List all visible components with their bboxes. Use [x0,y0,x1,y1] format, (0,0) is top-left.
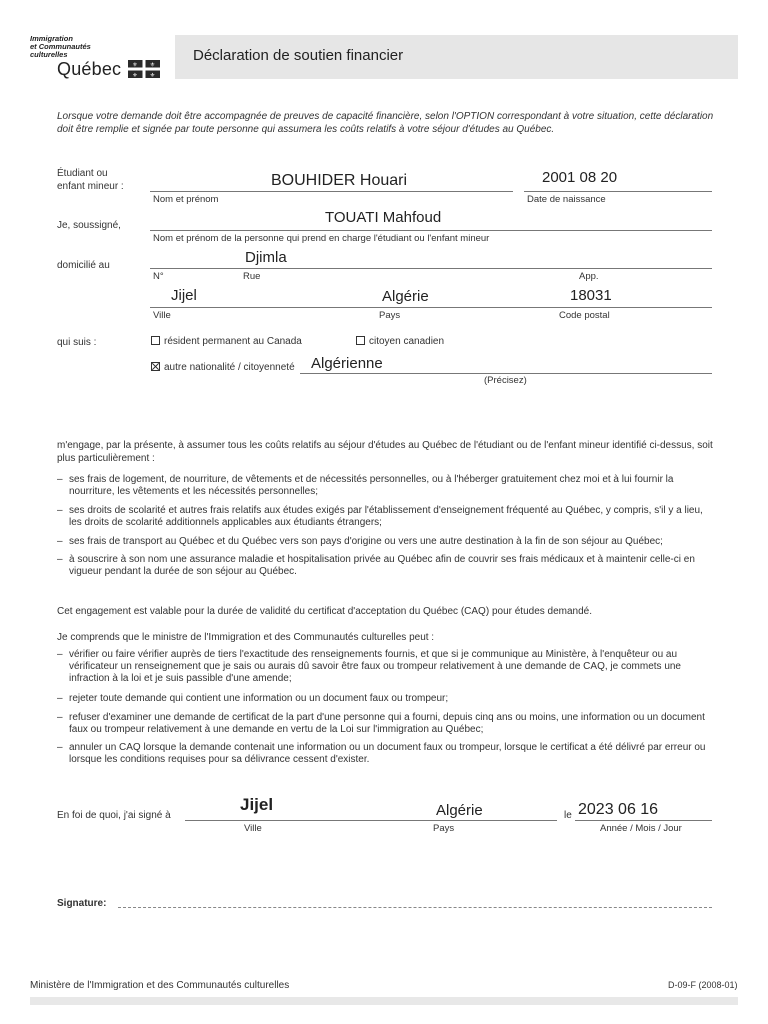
engagement-item [57,474,717,498]
form-title: Déclaration de soutien financier [193,47,404,64]
signature-line[interactable] [118,907,712,908]
engagement-item [57,505,717,529]
validity-text: Cet engagement est valable pour la durée de validité du certificat d'acceptation du Québec (CAQ) pour études demandé. [57,606,593,617]
engagement-intro: m'engage, par la présente, à assumer tous les coûts relatifs au séjour d'études au Québec de l'étudiant ou de l'enfant mineur identifié ci-dessus, soit plus particulièrement : [57,440,713,464]
signed-at-label: En foi de quoi, j'ai signé à [57,810,171,821]
student-dob-caption: Date de naissance [527,194,606,205]
svg-text:⚜: ⚜ [132,72,138,78]
minister-item-text: rejeter toute demande qui contient une information ou un document faux ou trompeur; [69,693,449,704]
nationality-line [300,373,712,374]
engagement-item [57,536,717,548]
engagement-item-text: ses droits de scolarité et autres frais relatifs aux études exigés par l'établissement d'enseignement fréquenté au Québec, y compris, s'il y a lieu, les droits de scolarité additionnels applicables aux étudiants étrangers; [69,505,703,528]
address-label: domicilié au [57,260,110,271]
status-option-permanent-resident[interactable] [151,336,302,347]
undersigned-caption: Nom et prénom de la personne qui prend en charge l'étudiant ou l'enfant mineur [153,233,490,244]
address-city-line [150,307,712,308]
footer-ministry: Ministère de l'Immigration et des Communautés culturelles [30,980,290,991]
signed-le-label: le [564,810,572,821]
svg-text:⚜: ⚜ [149,61,156,69]
logo-line-1: Immigration [30,34,73,43]
student-label-line2: enfant mineur : [57,181,124,192]
bullet-dash: – [57,536,63,547]
intro-text: Lorsque votre demande doit être accompagnée de preuves de capacité financière, selon l'OPTION correspondant à votre situation, cette déclaration doit être remplie et signée par toute personne qui assumera les coûts relatifs à votre séjour d'études au Québec. [57,111,714,135]
minister-item-text: annuler un CAQ lorsque la demande contenait une information ou un document faux ou trompeur, lorsque le certificat a été délivré par erreur ou lorsque les conditions requises pour sa délivrance cessent d'exister. [69,742,706,765]
signed-city-value[interactable]: Jijel [240,795,274,814]
undersigned-value[interactable]: TOUATI Mahfoud [325,209,442,226]
bullet-dash: – [57,505,63,516]
nationality-specify-caption: (Précisez) [484,375,527,386]
address-street-caption: Rue [243,271,261,282]
quebec-flag-icon [128,60,160,78]
canadian-citizen-checkbox[interactable] [356,336,365,345]
address-city-value[interactable]: Jijel [171,287,197,304]
address-postal-caption: Code postal [559,310,610,321]
student-dob-value[interactable]: 2001 08 20 [542,169,618,186]
address-app-caption: App. [579,271,599,282]
footer-bar [30,997,738,1005]
undersigned-line [150,230,712,231]
logo-quebec-wordmark: Québec [57,59,122,79]
address-city-caption: Ville [153,310,171,321]
logo-line-2: et Communautés [30,42,91,51]
minister-item [57,693,717,705]
other-nationality-label: autre nationalité / citoyenneté [164,362,295,373]
signed-date-line [575,820,712,821]
svg-text:⚜: ⚜ [132,61,138,69]
minister-item-text: vérifier ou faire vérifier auprès de tiers l'exactitude des renseignements fournis, et que si je communique au Ministère, à l'enquêteur ou au vérificateur un renseignement que je sais ou aurais dû savoir être faux ou trompeur relativement à une demande de CAQ, je commets une infraction à la loi et je suis passible d'une amende; [69,649,681,684]
permanent-resident-label: résident permanent au Canada [164,336,302,347]
minister-intro: Je comprends que le ministre de l'Immigration et des Communautés culturelles peut : [57,632,435,643]
nationality-value[interactable]: Algérienne [311,355,383,372]
student-name-line [150,191,513,192]
engagement-item-text: à souscrire à son nom une assurance maladie et hospitalisation privée au Québec afin de couvrir ses frais médicaux et à maintenir celle-ci en vigueur pendant la durée de son séjour au Québec. [69,554,695,577]
minister-item [57,712,717,736]
bullet-dash: – [57,474,63,485]
student-name-value[interactable]: BOUHIDER Houari [271,172,408,189]
minister-item [57,649,717,685]
address-no-caption: N° [153,271,164,282]
signed-city-caption: Ville [244,823,262,834]
signed-date-caption: Année / Mois / Jour [600,823,682,834]
signature-label: Signature: [57,898,107,909]
status-option-canadian-citizen[interactable] [356,336,444,347]
address-street-value[interactable]: Djimla [245,249,287,266]
status-option-other-nationality[interactable] [151,362,295,373]
address-postal-value[interactable]: 18031 [570,287,612,304]
undersigned-label: Je, soussigné, [57,220,121,231]
bullet-dash: – [57,649,63,660]
address-street-line [150,268,712,269]
svg-text:⚜: ⚜ [149,72,156,78]
address-country-caption: Pays [379,310,401,321]
bullet-dash: – [57,712,63,723]
footer-form-code: D-09-F (2008-01) [668,980,738,990]
student-dob-line [524,191,712,192]
signed-country-caption: Pays [433,823,455,834]
other-nationality-checkbox[interactable] [151,362,160,371]
minister-item-text: refuser d'examiner une demande de certificat de la part d'une personne qui a fourni, depuis cinq ans ou moins, une information ou un document faux ou trompeur relativement à une demande en vertu de la Loi sur l'immigration au Québec; [69,712,705,735]
engagement-item [57,554,717,578]
signed-date-value[interactable]: 2023 06 16 [578,801,659,818]
canadian-citizen-label: citoyen canadien [369,336,445,347]
bullet-dash: – [57,742,63,753]
status-label: qui suis : [57,337,97,348]
student-name-caption: Nom et prénom [153,194,219,205]
minister-item [57,742,717,766]
engagement-item-text: ses frais de logement, de nourriture, de vêtements et de nécessités personnelles, ou à l'héberger gratuitement chez moi et à lui fournir la nourriture, les vêtements et les nécessités personnelles; [69,474,674,497]
bullet-dash: – [57,693,63,704]
signed-country-value[interactable]: Algérie [436,802,483,819]
address-country-value[interactable]: Algérie [382,288,429,305]
logo-line-3: culturelles [30,50,68,59]
bullet-dash: – [57,554,63,565]
student-label-line1: Étudiant ou [57,168,108,179]
signed-place-line [185,820,557,821]
engagement-item-text: ses frais de transport au Québec et du Québec vers son pays d'origine ou vers une autre destination à la fin de son séjour au Québec; [69,536,663,547]
permanent-resident-checkbox[interactable] [151,336,160,345]
